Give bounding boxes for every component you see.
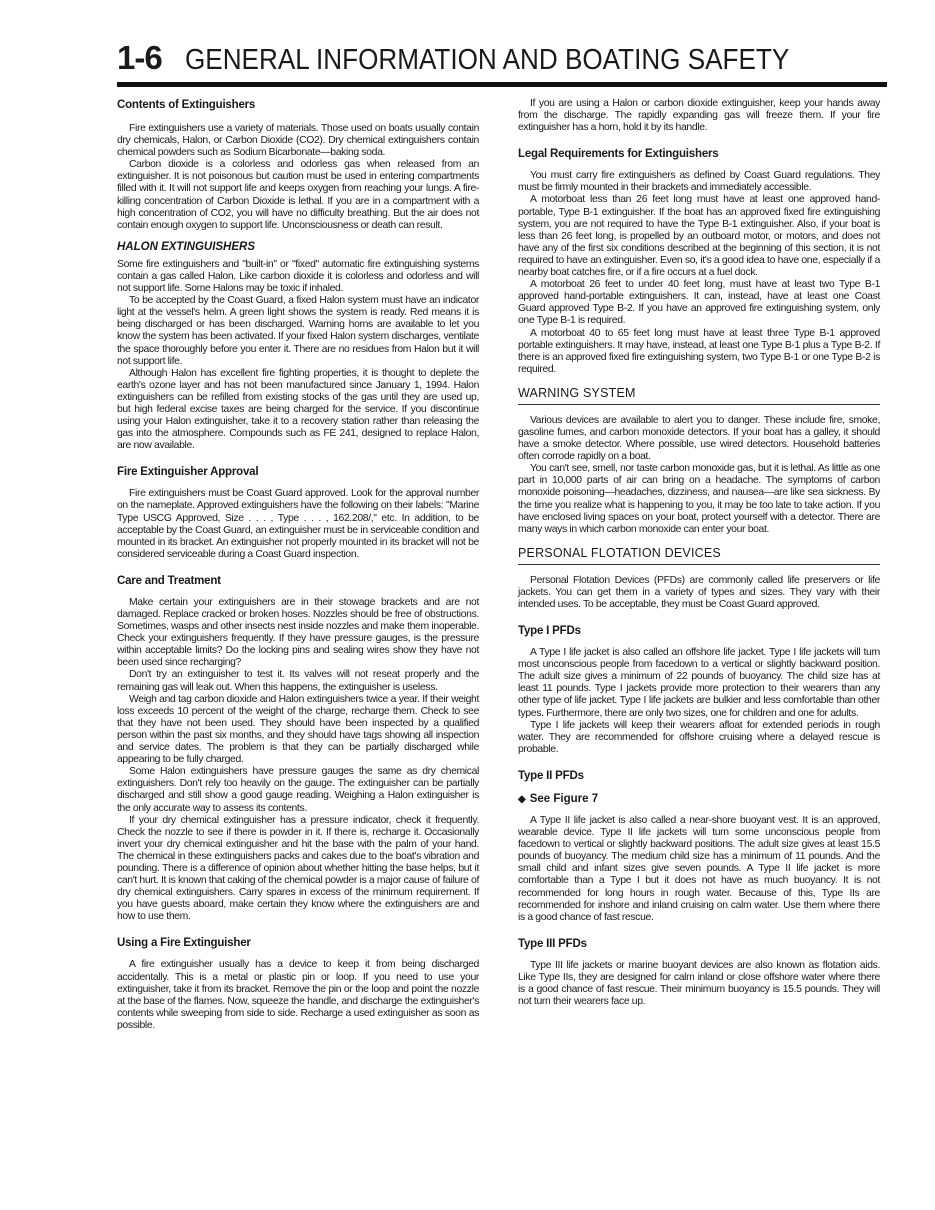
approval-heading: Fire Extinguisher Approval — [117, 466, 259, 479]
paragraph: Weigh and tag carbon dioxide and Halon extinguishers twice a year. If their weight loss exceeds 10 percent of the weight of the charge, recharge them. Check to see that they have not been used. They should have been inspected by a qualified person within the past six months, and they should have tags showing all inspection and service dates. The problem is that they can be partially discharged while appearing to be fully charged. — [117, 693, 479, 766]
paragraph: To be accepted by the Coast Guard, a fixed Halon system must have an indicator light at the vessel's helm. A green light shows the system is ready. Red means it is being discharged or has been discharged. Warning horns are available to let you know the system has been activated. If your fixed Halon system discharges, ventilate the space thoroughly before you enter it. There are no residues from Halon but it will not support life. — [117, 295, 479, 367]
contents-heading: Contents of Extinguishers — [117, 99, 256, 111]
paragraph: You can't see, smell, nor taste carbon monoxide gas, but it is lethal. As little as one part in 10,000 parts of air can bring on a headache. The symptoms of carbon monoxide poisoning—headaches, dizziness, and nausea—are like sea sickness. By the time you realize what is happening to you, it may be too late to take action. If you have enclosed living spaces on your boat, protect yourself with a detector. There are many ways in which carbon monoxide can enter your boat. — [518, 463, 880, 535]
page-number: 1-6 — [117, 39, 162, 76]
type3-heading: Type III PFDs — [518, 937, 587, 950]
paragraph: Various devices are available to alert you to danger. These include fire, smoke, gasoline fumes, and carbon monoxide detectors. If your boat has a galley, it should have a smoke detector. Where possible, use wired detectors. Household batteries often corrode rapidly on a boat. — [518, 414, 880, 463]
paragraph: Although Halon has excellent fire fighting properties, it is thought to deplete the earth's ozone layer and has not been manufactured since January 1, 1994. Halon extinguishers can be refilled from existing stocks of the gas until they are used up, but high federal excise taxes are being charged for the service. If you discontinue using your Halon extinguisher, take it to a recovery station rather than releasing the gas into the atmosphere. Compounds such as FE 241, designed to replace Halon, are now available. — [117, 367, 479, 452]
paragraph: Some fire extinguishers and "built-in" or "fixed" automatic fire extinguishing systems contain a gas called Halon. Like carbon dioxide it is colorless and odorless and will not support life. Some Halons may be toxic if inhaled. — [117, 258, 479, 295]
paragraph: A motorboat 26 feet to under 40 feet long, must have at least two Type B-1 approved hand-portable extinguishers. It can, instead, have at least one Coast Guard approved Type B-2. If you have an approved fire extinguishing system, only one Type B-1 is required. — [518, 279, 880, 327]
paragraph: A Type I life jacket is also called an offshore life jacket. Type I life jackets will turn most unconscious people from facedown to a vertical or slightly backward position. The adult size gives a minimum of 22 pounds of buoyancy. The child size has at least 11 pounds. Type I jackets provide more protection to their wearers than any other type of life jacket. Type I life jackets are bulkier and less comfortable than other types. Furthermore, there are only two sizes, one for children and one for adults. — [518, 647, 880, 719]
paragraph: A motorboat less than 26 feet long must have at least one approved hand-portable, Type B-1 extinguisher. If the boat has an approved fixed fire extinguishing system, you are not required to have the Type B-1 extinguisher. Also, if your boat is less than 26 feet long, is propelled by an outboard motor, or motors, and does not have any of the first six conditions described at the beginning of this section, it is not required to have an extinguisher. Even so, it's a good idea to have one, especially if a nearby boat catches fire, or if a fire occurs at a fuel dock. — [518, 194, 880, 279]
type2-heading: Type II PFDs — [518, 769, 584, 782]
page-title: GENERAL INFORMATION AND BOATING SAFETY — [185, 44, 790, 76]
section-rule — [518, 564, 880, 565]
header-rule — [117, 82, 887, 87]
see-figure-label: See Figure 7 — [529, 792, 599, 805]
paragraph: Type I life jackets will keep their wearers afloat for extended periods in rough water. They are recommended for offshore cruising where a delayed rescue is probable. — [518, 719, 880, 755]
paragraph: If your dry chemical extinguisher has a pressure indicator, check it frequently. Check the nozzle to see if there is powder in it. If there is, recharge it. Occasionally invert your dry chemical extinguisher and hit the base with the palm of your hand. The chemical in these extinguishers packs and cakes due to the boat's vibration and pounding. There is a difference of opinion about whether hitting the base helps, but it can't hurt. It is known that caking of the chemical powder is a major cause of failure of dry chemical extinguishers. Carry spares in excess of the minimum requirement. If you have guests aboard, make certain they know where the extinguishers are and how to use them. — [117, 814, 479, 923]
paragraph: A fire extinguisher usually has a device to keep it from being discharged accidentally. This is a metal or plastic pin or loop. If you need to use your extinguisher, take it from its bracket. Remove the pin or the loop and point the nozzle at the base of the flames. Now, squeeze the handle, and discharge the extinguisher's contents while sweeping from side to side. Recharge a used extinguisher as soon as possible. — [117, 959, 479, 1031]
warning-heading: WARNING SYSTEM — [518, 385, 636, 400]
paragraph: Type III life jackets or marine buoyant devices are also known as flotation aids. Like Type IIs, they are designed for calm inland or close offshore water where there is a good chance of fast rescue. Their minimum buoyancy is 15.5 pounds. They will not turn their wearers face up. — [518, 959, 880, 1008]
paragraph: Fire extinguishers must be Coast Guard approved. Look for the approval number on the nameplate. Approved extinguishers have the following on their labels: "Marine Type USCG Approved, Size . . . , Type . . . , 162.208/," etc. In addition, to be acceptable by the Coast Guard, an extinguisher must be in serviceable condition and mounted in its bracket. An extinguisher not properly mounted in its bracket will not be considered serviceable during a Coast Guard inspection. — [117, 488, 479, 560]
using-heading: Using a Fire Extinguisher — [117, 937, 251, 950]
halon-heading: HALON EXTINGUISHERS — [117, 240, 256, 253]
paragraph: Fire extinguishers use a variety of materials. Those used on boats usually contain dry chemicals, Halon, or Carbon Dioxide (CO2). Dry chemical extinguishers contain chemical powders such as Sodium Bicarbonate—baking soda. — [117, 123, 479, 159]
paragraph: Make certain your extinguishers are in their stowage brackets and are not damaged. Replace cracked or broken hoses. Nozzles should be free of obstructions. Sometimes, wasps and other insects nest inside nozzles and make them inoperable. Check your extinguishers frequently. If they have pressure gauges, is the pressure within acceptable limits? Do the locking pins and sealing wires show they have not been used since recharging? — [117, 596, 479, 669]
paragraph: Some Halon extinguishers have pressure gauges the same as dry chemical extinguishers. Don't rely too heavily on the gauge. The extinguisher can be partially discharged and still show a good gauge reading. Weighing a Halon extinguisher is the only accurate way to assess its contents. — [117, 766, 479, 814]
diamond-bullet-icon: ◆ — [518, 793, 526, 805]
care-heading: Care and Treatment — [117, 574, 221, 587]
left-column — [117, 98, 479, 1032]
see-figure-ref — [518, 792, 880, 807]
pfd-heading: PERSONAL FLOTATION DEVICES — [518, 545, 721, 560]
legal-heading: Legal Requirements for Extinguishers — [518, 148, 719, 161]
paragraph: You must carry fire extinguishers as defined by Coast Guard regulations. They must be firmly mounted in their brackets and immediately accessible. — [518, 170, 880, 194]
paragraph: Carbon dioxide is a colorless and odorless gas when released from an extinguisher. It is not poisonous but caution must be used in entering compartments filled with it. It will not support life and keeps oxygen from reaching your lungs. A fire-killing concentration of Carbon Dioxide is lethal. If you are in a compartment with a high concentration of CO2, you will have no difficulty breathing. But the air does not contain enough oxygen to support life. Unconsciousness or death can result. — [117, 159, 479, 231]
type1-heading: Type I PFDs — [518, 625, 581, 638]
paragraph: Don't try an extinguisher to test it. Its valves will not reseat properly and the remaining gas will leak out. When this happens, the extinguisher is useless. — [117, 669, 479, 693]
paragraph: If you are using a Halon or carbon dioxide extinguisher, keep your hands away from the discharge. The rapidly expanding gas will freeze them. If your fire extinguisher has a horn, hold it by its handle. — [518, 98, 880, 134]
paragraph: A Type II life jacket is also called a near-shore buoyant vest. It is an approved, wearable device. Type II life jackets will turn some unconscious people from facedown to vertical or slightly backward positions. The adult size gives at least 15.5 pounds of buoyancy. The medium child size has a minimum of 11 pounds. And the small child and infant sizes give seven pounds. A Type II life jacket is more comfortable than a Type I but it does not have as much buoyancy. It is not recommended for long hours in rough water. Because of this, Type IIs are recommended for inshore and inland cruising on calm water. Use them where there is a good chance of fast rescue. — [518, 814, 880, 923]
page-header — [117, 38, 887, 88]
right-column — [518, 98, 880, 1008]
paragraph: A motorboat 40 to 65 feet long must have at least three Type B-1 approved portable extinguishers. It may have, instead, at least one Type B-1 plus a Type B-2. If there is an approved fixed fire extinguishing system, two Type B-1 or one Type B-2 is required. — [518, 327, 880, 375]
paragraph: Personal Flotation Devices (PFDs) are commonly called life preservers or life jackets. You can get them in a variety of types and sizes. They vary with their intended uses. To be acceptable, they must be Coast Guard approved. — [518, 574, 880, 610]
section-rule — [518, 404, 880, 405]
